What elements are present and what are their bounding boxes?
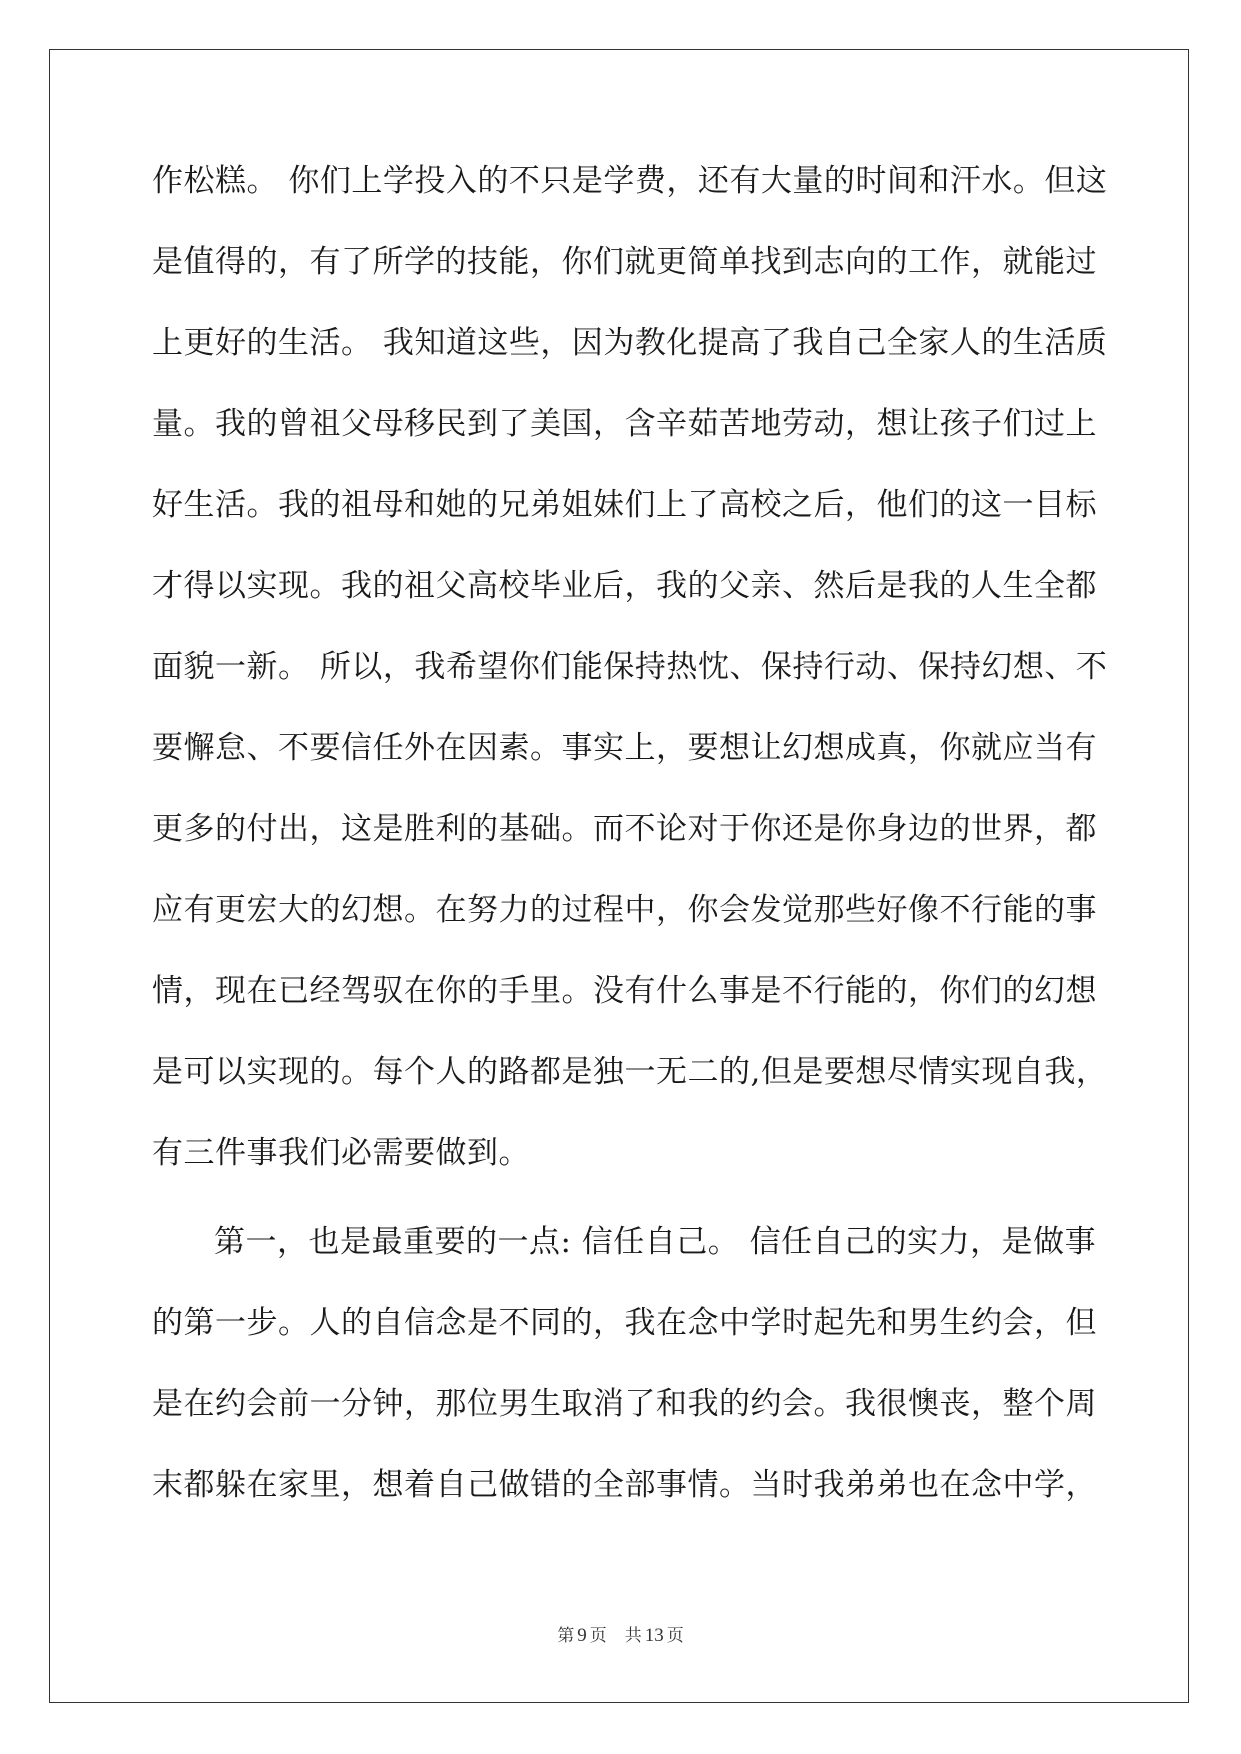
text-line: 更多的付出，这是胜利的基础。而不论对于你还是你身边的世界，都 (152, 811, 1097, 847)
text-line: 量。我的曾祖父母移民到了美国，含辛茹苦地劳动，想让孩子们过上 (152, 406, 1097, 442)
text-line: 要懈怠、不要信任外在因素。事实上，要想让幻想成真，你就应当有 (152, 730, 1097, 766)
text-line: 才得以实现。我的祖父高校毕业后，我的父亲、然后是我的人生全都 (152, 568, 1097, 604)
text-line: 应有更宏大的幻想。在努力的过程中，你会发觉那些好像不行能的事 (152, 892, 1097, 928)
text-line: 上更好的生活。 我知道这些，因为教化提高了我自己全家人的生活质 (152, 325, 1108, 361)
text-line: 末都躲在家里，想着自己做错的全部事情。当时我弟弟也在念中学， (152, 1467, 1097, 1503)
text-line: 的第一步。人的自信念是不同的，我在念中学时起先和男生约会，但 (152, 1305, 1097, 1341)
text-line: 是值得的，有了所学的技能，你们就更简单找到志向的工作，就能过 (152, 244, 1097, 280)
text-line: 是在约会前一分钟，那位男生取消了和我的约会。我很懊丧，整个周 (152, 1386, 1097, 1422)
page-prefix: 第 (557, 1626, 575, 1646)
text-line: 好生活。我的祖母和她的兄弟姐妹们上了高校之后，他们的这一目标 (152, 487, 1097, 523)
page-suffix: 页 (589, 1626, 607, 1646)
text-line: 有三件事我们必需要做到。 (152, 1135, 530, 1171)
text-line: 面貌一新。 所以，我希望你们能保持热忱、保持行动、保持幻想、不 (152, 649, 1108, 685)
page-footer (0, 1621, 1241, 1647)
total-pages: 13 (644, 1625, 664, 1646)
text-line-indented: 第一，也是最重要的一点: 信任自己。 信任自己的实力，是做事 (214, 1224, 1097, 1260)
text-line: 情，现在已经驾驭在你的手里。没有什么事是不行能的，你们的幻想 (152, 973, 1097, 1009)
total-prefix: 共 (624, 1626, 642, 1646)
page-number: 9 (577, 1625, 587, 1646)
document-body (152, 158, 1108, 1543)
text-line: 是可以实现的。每个人的路都是独一无二的,但是要想尽情实现自我， (152, 1054, 1108, 1090)
total-suffix: 页 (666, 1626, 684, 1646)
text-line: 作松糕。 你们上学投入的不只是学费，还有大量的时间和汗水。但这 (152, 163, 1108, 199)
